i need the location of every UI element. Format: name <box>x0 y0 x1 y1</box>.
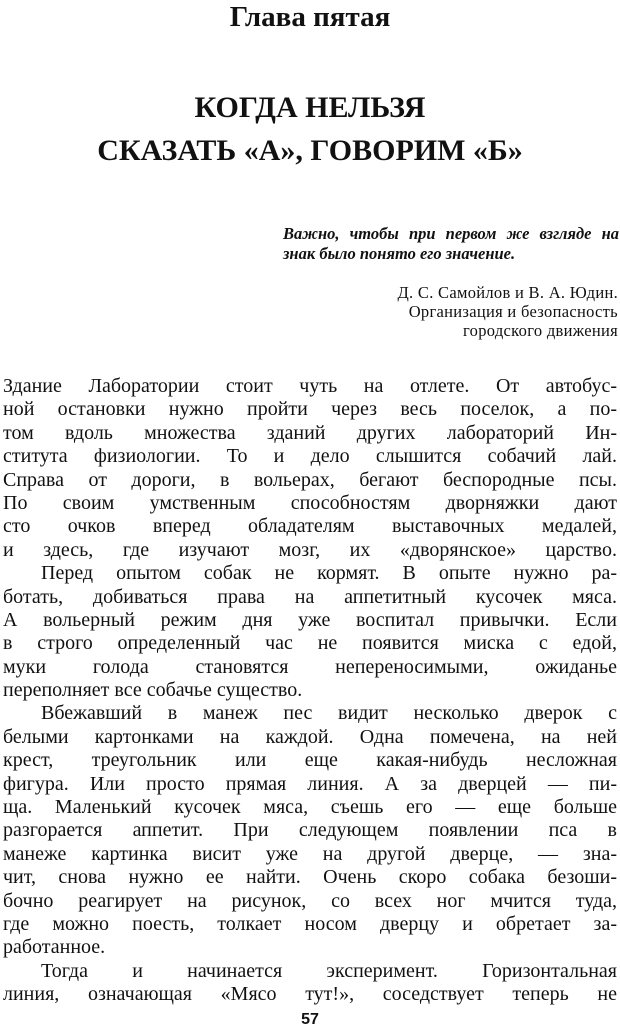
body-line: Справа от дороги, в вольерах, бегают беспородные псы. <box>3 468 617 491</box>
body-line: ботать, добиваться права на аппетитный кусочек мяса. <box>3 585 617 608</box>
body-line: фигура. Или просто прямая линия. А за дверцей — пи- <box>3 772 617 795</box>
chapter-title-line-1: КОГДА НЕЛЬЗЯ <box>194 91 426 124</box>
body-line: ной остановки нужно пройти через весь поселок, а по- <box>3 398 617 421</box>
body-line: Вбежавший в манеж пес видит несколько дверок с <box>41 702 617 725</box>
attribution-source-line-1: Организация и безопасность <box>408 302 618 321</box>
body-line: том вдоль множества зданий других лабораторий Ин- <box>3 421 617 444</box>
body-line: ститута физиологии. То и дело слышится собачий лай. <box>3 445 617 468</box>
chapter-heading: Глава пятая <box>229 1 391 33</box>
body-line: Здание Лаборатории стоит чуть на отлете. От автобус- <box>3 375 617 397</box>
body-line: муки голода становятся непереносимыми, ожиданье <box>3 655 617 678</box>
body-line: линия, означающая «Мясо тут!», соседствует теперь не <box>3 983 617 1006</box>
body-line: А вольерный режим дня уже воспитал привычки. Если <box>3 608 617 631</box>
body-line: По своим умственным способностям дворняжки дают <box>3 491 617 514</box>
body-line: где можно поесть, толкает носом дверцу и обретает за- <box>3 912 617 935</box>
body-line: бочно реагирует на рисунок, со всех ног мчится туда, <box>3 889 617 912</box>
body-line: разгорается аппетит. При следующем появлении пса в <box>3 819 617 842</box>
body-line: крест, треугольник или еще какая-нибудь несложная <box>3 749 617 772</box>
body-line: ща. Маленький кусочек мяса, съешь его — еще больше <box>3 796 617 819</box>
page-number: 57 <box>301 1011 319 1028</box>
body-line: сто очков вперед обладателям выставочных медалей, <box>3 515 617 538</box>
body-text <box>3 375 617 1007</box>
chapter-title-line-2: СКАЗАТЬ «А», ГОВОРИМ «Б» <box>97 134 523 167</box>
body-line: переполняет все собачье существо. <box>3 679 303 702</box>
body-line: Перед опытом собак не кормят. В опыте нужно ра- <box>41 562 617 585</box>
body-line: работанное. <box>3 936 106 959</box>
body-line: чит, снова нужно ее найти. Очень скоро собака безоши- <box>3 866 617 889</box>
epigraph-attribution <box>300 283 618 340</box>
body-line: белыми картонками на каждой. Одна помечена, на ней <box>3 725 617 748</box>
body-line: манеже картинка висит уже на другой дверце, — зна- <box>3 842 617 865</box>
attribution-authors: Д. С. Самойлов и В. А. Юдин. <box>397 283 618 302</box>
attribution-source-line-2: городского движения <box>463 321 618 340</box>
body-line: и здесь, где изучают мозг, их «дворянское» царство. <box>3 538 617 561</box>
body-line: в строго определенный час не появится миска с едой, <box>3 632 617 655</box>
body-line: Тогда и начинается эксперимент. Горизонтальная <box>41 959 617 982</box>
epigraph-quote: Важно, чтобы при первом же взгляде на знак было понято его значение. <box>283 224 619 263</box>
